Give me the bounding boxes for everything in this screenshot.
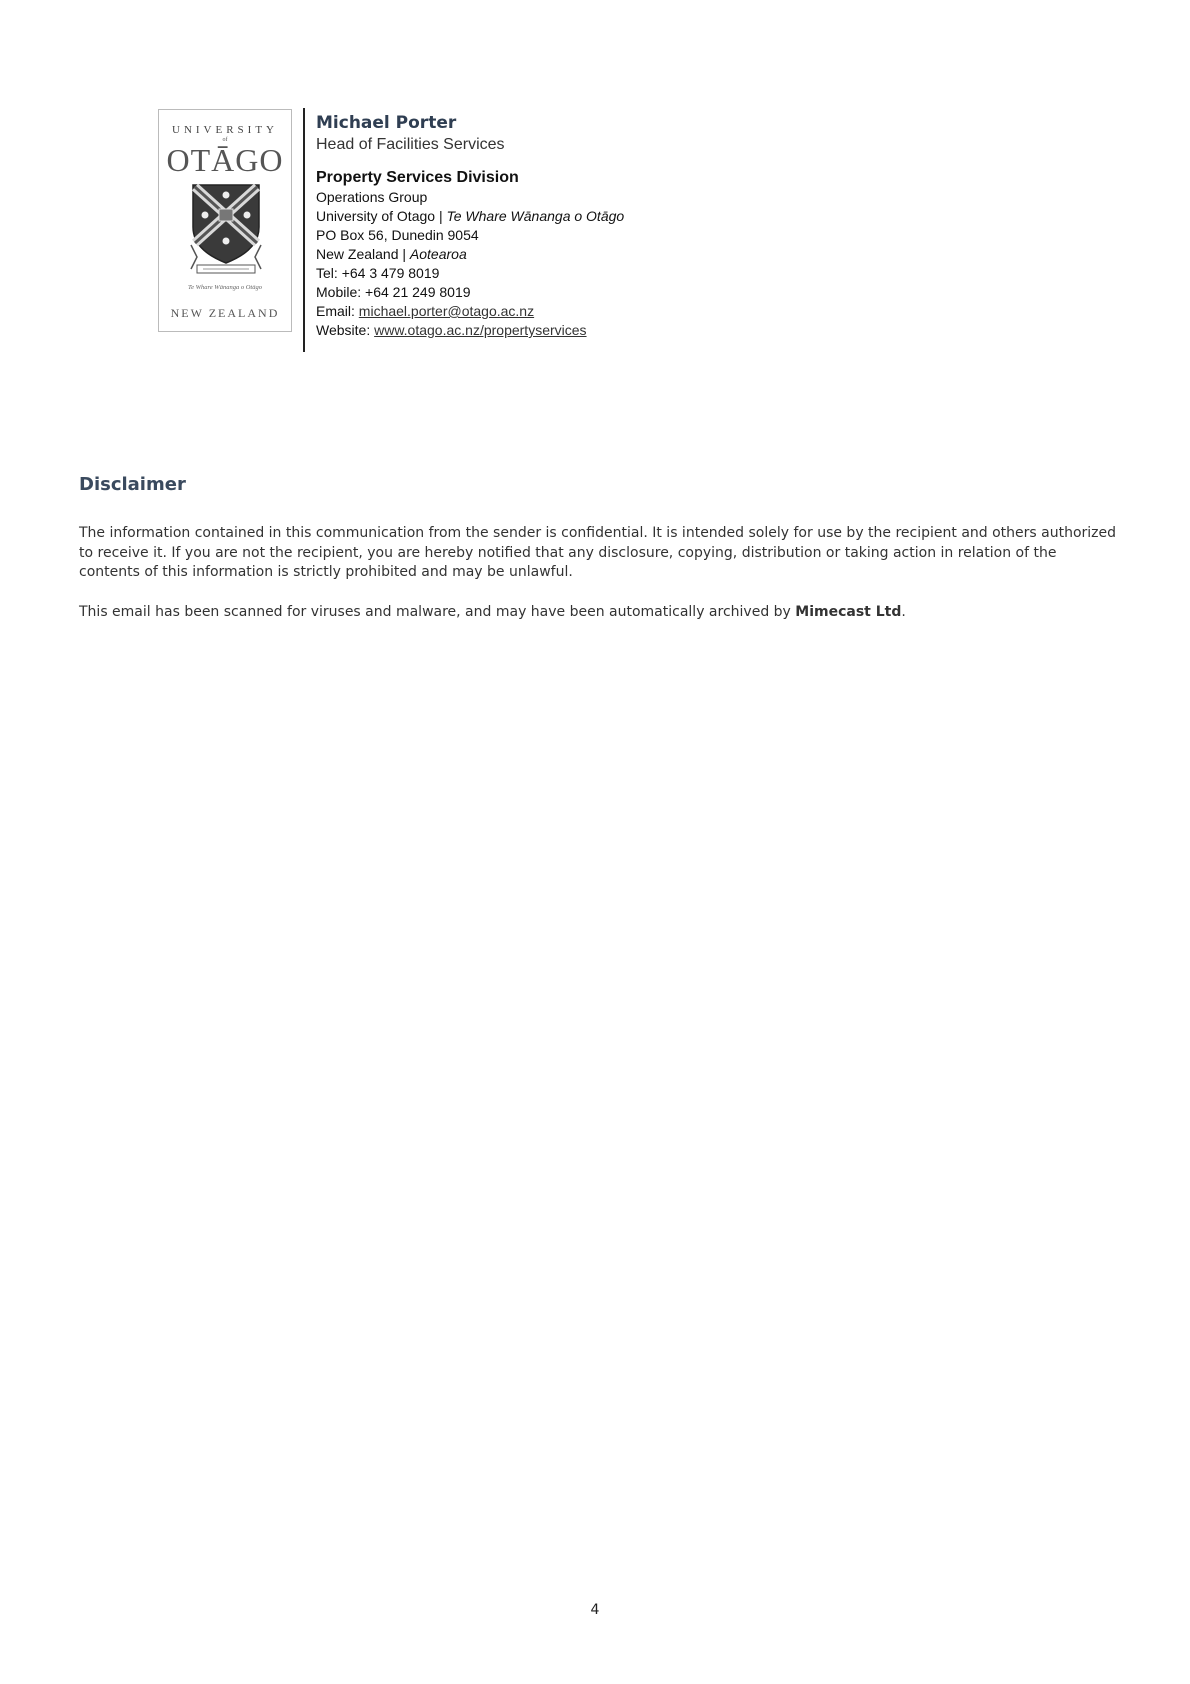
- signature-website: [316, 321, 816, 340]
- separator: |: [435, 208, 447, 224]
- website-link[interactable]: www.otago.ac.nz/propertyservices: [374, 322, 587, 338]
- email-label: Email:: [316, 303, 359, 319]
- page-number: 4: [590, 1602, 600, 1618]
- signature-group: Operations Group: [316, 189, 428, 205]
- logo-university-text: UNIVERSITY: [172, 124, 278, 136]
- email-signature: [316, 112, 816, 340]
- logo-country: NEW ZEALAND: [170, 306, 280, 320]
- signature-divider: [303, 108, 305, 352]
- signature-mobile: [316, 283, 816, 302]
- logo-of-text: of: [222, 137, 228, 143]
- signature-name: Michael Porter: [316, 113, 457, 133]
- scan-notice: This email has been scanned for viruses and malware, and may have been automatically archived by: [79, 603, 796, 620]
- mimecast-name: Mimecast Ltd: [795, 603, 902, 620]
- logo-otago-text: OTĀGO: [166, 142, 284, 178]
- scan-notice-end: .: [901, 603, 906, 620]
- logo-motto: Te Whare Wānanga o Otāgo: [188, 284, 262, 291]
- signature-tel: [316, 264, 816, 283]
- university-en: University of Otago: [316, 208, 436, 224]
- signature-address: PO Box 56, Dunedin 9054: [316, 227, 479, 243]
- signature-email: [316, 302, 816, 321]
- signature-division: Property Services Division: [316, 169, 519, 186]
- mobile-value: +64 21 249 8019: [365, 284, 471, 300]
- crest-icon: [189, 183, 263, 275]
- mobile-label: Mobile:: [316, 284, 366, 300]
- disclaimer-paragraph-2: [79, 603, 1119, 623]
- website-label: Website:: [316, 322, 375, 338]
- country-mi: Aotearoa: [409, 246, 467, 262]
- disclaimer-paragraph-1: The information contained in this communication from the sender is confidential. It is intended solely for use by the recipient and others authorized to receive it. If you are not the recipient, you are hereby notified that any disclosure, copying, distribution or taking action in relation of the contents of this information is strictly prohibited and may be unlawful.: [79, 525, 1117, 580]
- university-logo: [158, 109, 292, 332]
- tel-label: Tel:: [316, 265, 342, 281]
- disclaimer-body: [79, 524, 1119, 622]
- signature-role: Head of Facilities Services: [316, 136, 505, 153]
- university-mi: Te Whare Wānanga o Otāgo: [446, 208, 625, 224]
- disclaimer-title: Disclaimer: [79, 474, 186, 495]
- tel-value: +64 3 479 8019: [341, 265, 440, 281]
- signature-country: [316, 245, 816, 264]
- country-en: New Zealand: [316, 246, 399, 262]
- email-link[interactable]: michael.porter@otago.ac.nz: [358, 303, 535, 319]
- signature-university: [316, 207, 816, 226]
- separator: |: [398, 246, 410, 262]
